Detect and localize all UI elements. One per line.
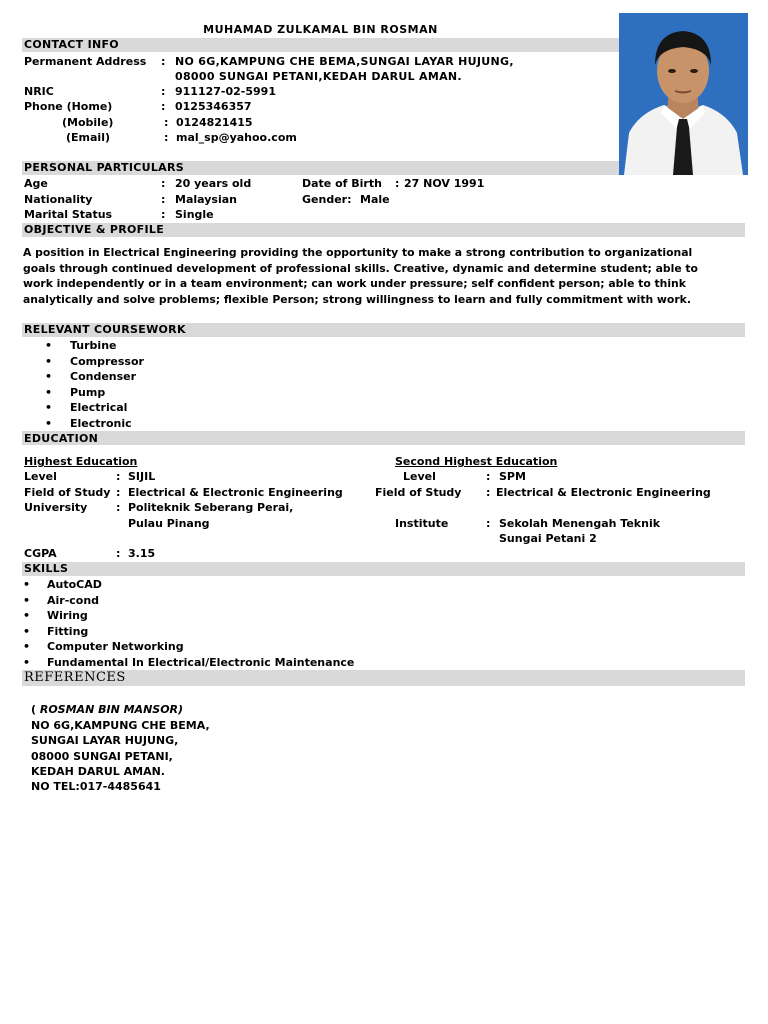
marital-colon: : [161, 208, 166, 221]
list-item [23, 609, 88, 622]
bullet-icon: • [45, 417, 53, 430]
reference-address-line-2: SUNGAI LAYAR HUJUNG, [31, 734, 179, 747]
list-item [45, 401, 128, 414]
age-value: 20 years old [175, 177, 252, 190]
bullet-icon: • [23, 609, 31, 622]
list-item [45, 355, 144, 368]
reference-address-line-3: 08000 SUNGAI PETANI, [31, 750, 173, 763]
highest-inst-label: University [24, 501, 88, 514]
bullet-icon: • [45, 401, 53, 414]
age-colon: : [161, 177, 166, 190]
reference-name-text: ROSMAN BIN MANSOR) [39, 703, 184, 716]
references-section-bar [22, 670, 745, 686]
coursework-item: Condenser [70, 370, 137, 383]
list-item [45, 339, 117, 352]
age-label: Age [24, 177, 48, 190]
highest-level-label: Level [24, 470, 57, 483]
list-item [23, 594, 100, 607]
dob-label: Date of Birth [302, 177, 382, 190]
education-section-heading: EDUCATION [24, 432, 99, 445]
objective-section-heading: OBJECTIVE & PROFILE [24, 223, 165, 236]
gender-value: Male [360, 193, 390, 206]
reference-address-line-1: NO 6G,KAMPUNG CHE BEMA, [31, 719, 210, 732]
second-level-colon: : [486, 470, 491, 483]
list-item [45, 417, 132, 430]
email-label: (Email) [66, 131, 110, 144]
phone-home-colon: : [161, 100, 166, 113]
second-level-label: Level [403, 470, 436, 483]
nric-value: 911127-02-5991 [175, 85, 276, 98]
bullet-icon: • [45, 386, 53, 399]
phone-home-value: 0125346357 [175, 100, 252, 113]
mobile-colon: : [164, 116, 169, 129]
cgpa-value: 3.15 [128, 547, 156, 560]
second-field-label: Field of Study [375, 486, 462, 499]
coursework-section-heading: RELEVANT COURSEWORK [24, 323, 186, 336]
bullet-icon: • [45, 355, 53, 368]
list-item [23, 625, 89, 638]
objective-text: A position in Electrical Engineering providing the opportunity to make a strong contribution to organizational goals through continued development of professional skills. Creative, dynamic and determine student; able to work independently or in a team environment; can work under pressure; self confident person; able to think analytically and solve problems; flexible Person; strong willingness to learn and fully commitment with work. [23, 246, 698, 306]
nric-colon: : [161, 85, 166, 98]
bullet-icon: • [23, 578, 31, 591]
bullet-icon: • [23, 625, 31, 638]
nric-label: NRIC [24, 85, 54, 98]
skills-section-heading: SKILLS [24, 562, 69, 575]
coursework-item: Pump [70, 386, 106, 399]
second-inst-colon: : [486, 517, 491, 530]
phone-home-label: Phone (Home) [24, 100, 113, 113]
dob-value: 27 NOV 1991 [404, 177, 485, 190]
bullet-icon: • [45, 370, 53, 383]
address-colon: : [161, 55, 166, 68]
mobile-label: (Mobile) [62, 116, 114, 129]
second-inst-line-2: Sungai Petani 2 [499, 532, 597, 545]
bullet-icon: • [23, 656, 31, 669]
nationality-label: Nationality [24, 193, 93, 206]
highest-inst-line-2: Pulau Pinang [128, 517, 210, 530]
skills-section-bar [22, 562, 745, 576]
address-line-1: NO 6G,KAMPUNG CHE BEMA,SUNGAI LAYAR HUJUNG, [175, 55, 514, 68]
skill-item: Air-cond [47, 594, 100, 607]
coursework-item: Turbine [70, 339, 117, 352]
nationality-colon: : [161, 193, 166, 206]
reference-name [31, 703, 183, 716]
marital-value: Single [175, 208, 214, 221]
dob-colon: : [395, 177, 400, 190]
list-item [23, 656, 355, 669]
highest-level-value: SIJIL [128, 470, 156, 483]
marital-label: Marital Status [24, 208, 113, 221]
reference-telephone: NO TEL:017-4485641 [31, 780, 161, 793]
cgpa-label: CGPA [24, 547, 57, 560]
page-title: MUHAMAD ZULKAMAL BIN ROSMAN [203, 23, 438, 36]
mobile-value: 0124821415 [176, 116, 253, 129]
highest-inst-line-1: Politeknik Seberang Perai, [128, 501, 294, 514]
list-item [45, 386, 106, 399]
second-level-value: SPM [499, 470, 526, 483]
highest-education-heading: Highest Education [24, 455, 138, 468]
second-inst-label: Institute [395, 517, 449, 530]
cgpa-colon: : [116, 547, 121, 560]
education-section-bar [22, 431, 745, 445]
highest-field-label: Field of Study [24, 486, 111, 499]
coursework-item: Electronic [70, 417, 132, 430]
email-colon: : [164, 131, 169, 144]
gender-label: Gender: [302, 193, 352, 206]
second-field-colon: : [486, 486, 491, 499]
personal-section-heading: PERSONAL PARTICULARS [24, 161, 184, 174]
reference-address-line-4: KEDAH DARUL AMAN. [31, 765, 165, 778]
skill-item: Computer Networking [47, 640, 184, 653]
coursework-item: Compressor [70, 355, 144, 368]
address-label: Permanent Address [24, 55, 147, 68]
email-value: mal_sp@yahoo.com [176, 131, 297, 144]
references-section-heading: REFERENCES [24, 670, 126, 685]
highest-field-colon: : [116, 486, 121, 499]
highest-field-value: Electrical & Electronic Engineering [128, 486, 343, 499]
list-item [23, 578, 102, 591]
reference-open-paren: ( [31, 703, 40, 716]
profile-photo [619, 13, 748, 175]
bullet-icon: • [23, 640, 31, 653]
skill-item: Fundamental In Electrical/Electronic Maintenance [47, 656, 355, 669]
skill-item: Wiring [47, 609, 88, 622]
list-item [23, 640, 184, 653]
bullet-icon: • [45, 339, 53, 352]
contact-section-heading: CONTACT INFO [24, 38, 119, 51]
address-line-2: 08000 SUNGAI PETANI,KEDAH DARUL AMAN. [175, 70, 462, 83]
skill-item: AutoCAD [47, 578, 102, 591]
second-inst-line-1: Sekolah Menengah Teknik [499, 517, 661, 530]
list-item [45, 370, 137, 383]
highest-level-colon: : [116, 470, 121, 483]
second-field-value: Electrical & Electronic Engineering [496, 486, 711, 499]
coursework-item: Electrical [70, 401, 128, 414]
highest-inst-colon: : [116, 501, 121, 514]
bullet-icon: • [23, 594, 31, 607]
person-photo-icon [619, 13, 748, 175]
second-education-heading: Second Highest Education [395, 455, 558, 468]
skill-item: Fitting [47, 625, 89, 638]
nationality-value: Malaysian [175, 193, 237, 206]
